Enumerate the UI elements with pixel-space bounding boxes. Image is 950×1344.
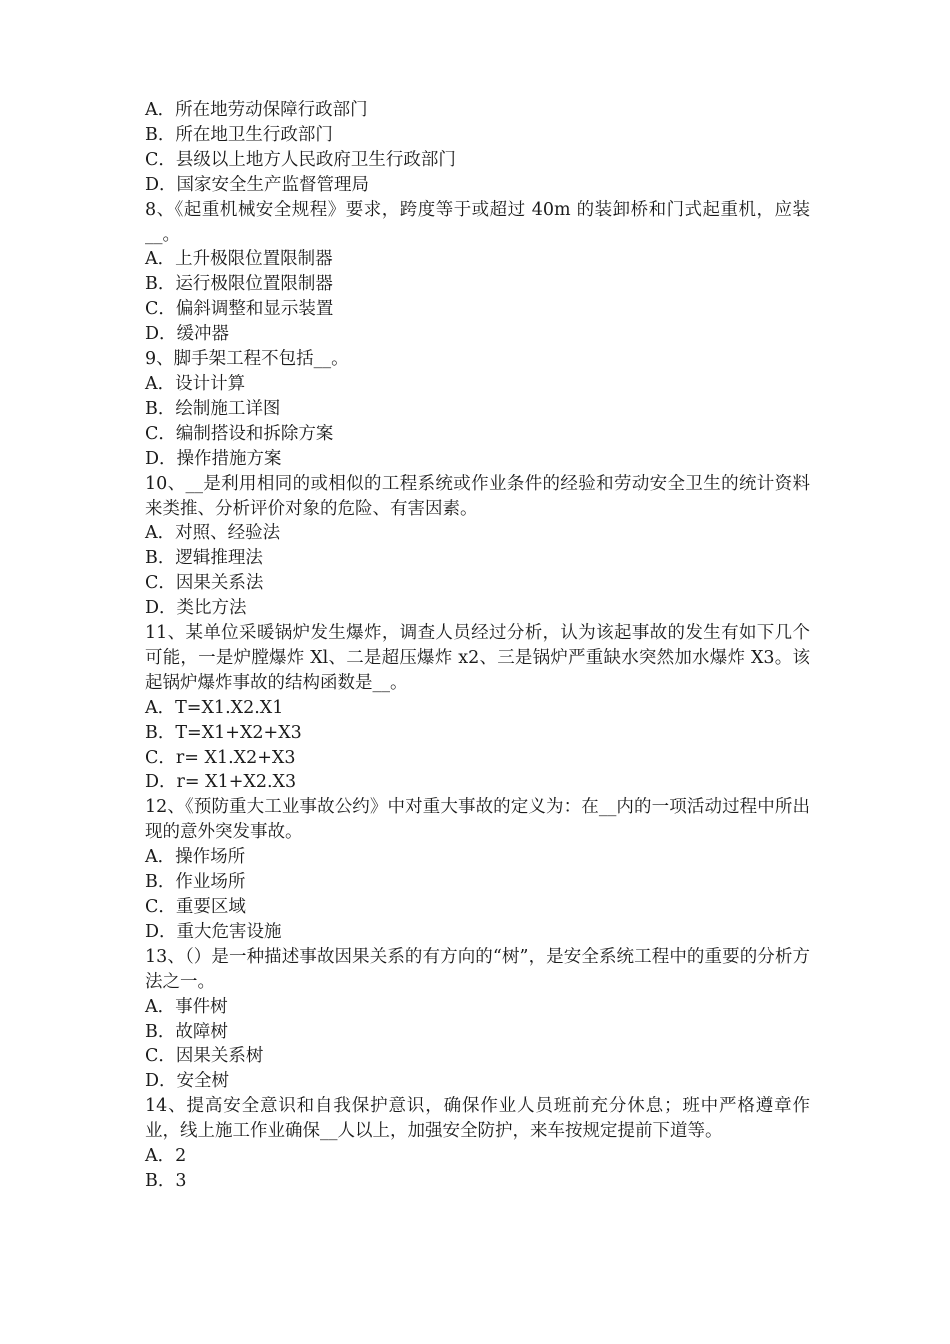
option-line: A．对照、经验法 [145, 523, 281, 544]
option-line: C．因果关系树 [145, 1046, 264, 1067]
option-line: B．运行极限位置限制器 [145, 274, 333, 295]
question-13: 13、（）是一种描述事故因果关系的有方向的“树”，是安全系统工程中的重要的分析方法之一。 [145, 946, 810, 992]
option-line: A．操作场所 [145, 847, 246, 868]
question-8: 8、《起重机械安全规程》要求，跨度等于或超过 40m 的装卸桥和门式起重机，应装__。 [145, 199, 810, 245]
option-line: D．缓冲器 [145, 324, 230, 345]
option-line: A．事件树 [145, 996, 228, 1017]
option-line: C．偏斜调整和显示装置 [145, 299, 334, 320]
option-line: D．类比方法 [145, 598, 247, 619]
option-line: C．编制搭设和拆除方案 [145, 423, 334, 444]
option-line: C．因果关系法 [145, 573, 264, 594]
question-14: 14、提高安全意识和自我保护意识，确保作业人员班前充分休息；班中严格遵章作业，线上施工作业确保__人以上，加强安全防护，来车按规定提前下道等。 [145, 1096, 810, 1142]
option-line: D．操作措施方案 [145, 448, 282, 469]
option-line: B．作业场所 [145, 872, 246, 893]
question-12: 12、《预防重大工业事故公约》中对重大事故的定义为：在__内的一项活动过程中所出现的意外突发事故。 [145, 797, 810, 843]
option-line: B．绘制施工详图 [145, 398, 281, 419]
option-line: B．故障树 [145, 1021, 228, 1042]
option-line: A．2 [145, 1146, 187, 1167]
option-line: A．设计计算 [145, 373, 246, 394]
option-line: C．县级以上地方人民政府卫生行政部门 [145, 149, 456, 170]
option-line: D．重大危害设施 [145, 921, 282, 942]
question-9: 9、脚手架工程不包括__。 [145, 349, 349, 370]
option-line: C．r= X1.X2+X3 [145, 747, 296, 768]
option-line: B．所在地卫生行政部门 [145, 124, 333, 145]
option-line: B．3 [145, 1170, 187, 1191]
option-line: D．r= X1+X2.X3 [145, 772, 297, 793]
option-line: D．安全树 [145, 1071, 230, 1092]
option-line: A．所在地劳动保障行政部门 [145, 100, 368, 120]
option-line: B．逻辑推理法 [145, 548, 263, 569]
document-body [145, 98, 810, 1194]
option-line: A．T=X1.X2.X1 [145, 697, 284, 718]
option-line: D．国家安全生产监督管理局 [145, 174, 370, 195]
question-10: 10、__是利用相同的或相似的工程系统或作业条件的经验和劳动安全卫生的统计资料来类推、分析评价对象的危险、有害因素。 [145, 473, 810, 519]
question-11: 11、某单位采暖锅炉发生爆炸，调查人员经过分析，认为该起事故的发生有如下几个可能，一是炉膛爆炸 Xl、二是超压爆炸 x2、三是锅炉严重缺水突然加水爆炸 X3。该起锅炉爆炸事故的结构函数是__。 [145, 623, 810, 693]
option-line: A．上升极限位置限制器 [145, 249, 333, 270]
option-line: C．重要区域 [145, 897, 246, 917]
option-line: B．T=X1+X2+X3 [145, 722, 302, 743]
